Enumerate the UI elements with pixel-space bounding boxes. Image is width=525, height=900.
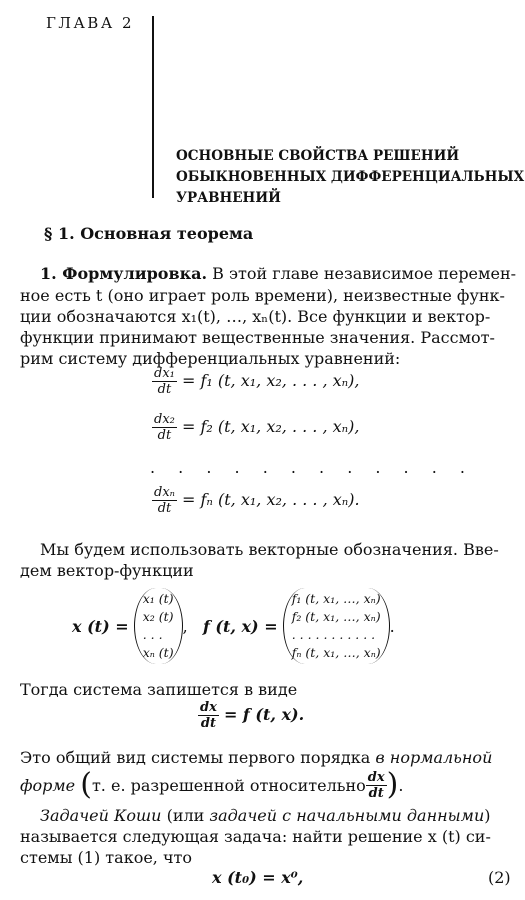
derivative-fraction xyxy=(198,700,219,731)
vector-entry: x₁ (t) xyxy=(142,591,174,606)
paragraph-line xyxy=(40,264,516,283)
paragraph-line xyxy=(20,748,492,767)
paragraph-line xyxy=(20,768,403,802)
cauchy-condition xyxy=(212,868,303,887)
fraction-numerator: dx xyxy=(367,769,385,785)
chapter-title-line: ОБЫКНОВЕННЫХ ДИФФЕРЕНЦИАЛЬНЫХ xyxy=(176,169,525,185)
equation-rhs: = f (t, x). xyxy=(223,705,305,724)
fraction-denominator: dt xyxy=(157,428,172,443)
equation-body: x (t₀) = x⁰, xyxy=(212,868,304,887)
derivative-fraction xyxy=(366,770,387,801)
fraction-denominator: dt xyxy=(368,785,384,801)
vector-f-lhs: f (t, x) = xyxy=(202,616,278,636)
equation-n xyxy=(152,485,360,516)
equation-2 xyxy=(152,412,359,443)
equation-number: (2) xyxy=(488,868,511,887)
emphasis-text: в нормальной xyxy=(375,748,493,767)
derivative-fraction xyxy=(152,485,177,516)
paragraph-line: Мы будем использовать векторные обозначения. Вве- xyxy=(40,540,499,559)
vector-definition xyxy=(72,584,395,668)
vector-entry: fₙ (t, x₁, …, xₙ) xyxy=(291,645,381,660)
fraction-numerator: dxₙ xyxy=(154,485,175,500)
vector-entry: x₂ (t) xyxy=(142,609,174,624)
paragraph-text: (или xyxy=(161,806,210,825)
emphasis-text: форме xyxy=(20,775,76,795)
period: . xyxy=(398,775,404,795)
paragraph-line: ции обозначаются x₁(t), …, xₙ(t). Все функции и вектор- xyxy=(20,307,491,326)
vector-f-column xyxy=(283,588,390,664)
paragraph-line: дем вектор-функции xyxy=(20,561,194,580)
fraction-numerator: dx₁ xyxy=(154,366,175,381)
vector-x-column xyxy=(134,588,183,664)
paragraph-line: функции принимают вещественные значения. Рассмот- xyxy=(20,328,495,347)
fraction-denominator: dt xyxy=(157,501,172,516)
paragraph-text: ) xyxy=(484,806,491,825)
vector-entry: xₙ (t) xyxy=(142,645,174,660)
chapter-label: ГЛАВА 2 xyxy=(46,14,135,32)
derivative-fraction xyxy=(152,412,177,443)
section-heading: § 1. Основная теорема xyxy=(44,224,254,243)
paragraph-line xyxy=(40,806,491,825)
paragraph-line: Тогда система запишется в виде xyxy=(20,680,298,699)
paragraph-text: т. е. разрешенной относительно xyxy=(91,775,366,795)
ellipsis-row: . . . . . . . . . . . . xyxy=(150,458,474,477)
subsection-heading: 1. Формулировка. xyxy=(40,264,208,283)
vector-x-lhs: x (t) = xyxy=(72,616,129,636)
paragraph-text: В этой главе независимое перемен- xyxy=(207,264,517,283)
vector-equation xyxy=(198,700,304,731)
equation-1 xyxy=(152,366,359,397)
open-paren: ( xyxy=(80,767,92,802)
equation-rhs: = f₂ (t, x₁, x₂, . . . , xₙ), xyxy=(181,417,360,436)
fraction-denominator: dt xyxy=(157,382,172,397)
vector-entry: f₂ (t, x₁, …, xₙ) xyxy=(291,609,381,624)
chapter-title-line: ОСНОВНЫЕ СВОЙСТВА РЕШЕНИЙ xyxy=(176,148,460,164)
emphasis-text: Задачей Коши xyxy=(40,806,162,825)
equation-rhs: = f₁ (t, x₁, x₂, . . . , xₙ), xyxy=(181,371,360,390)
equation-rhs: = fₙ (t, x₁, x₂, . . . , xₙ). xyxy=(182,490,360,509)
vector-entry: . . . xyxy=(142,627,163,642)
fraction-numerator: dx xyxy=(200,700,217,715)
chapter-title xyxy=(176,146,525,209)
period: . xyxy=(389,616,395,636)
paragraph-line: рим систему дифференциальных уравнений: xyxy=(20,349,401,368)
comma-separator: , xyxy=(182,616,188,636)
paragraph-line: стемы (1) такое, что xyxy=(20,848,193,867)
vector-entry: f₁ (t, x₁, …, xₙ) xyxy=(291,591,381,606)
vector-entry: . . . . . . . . . . . xyxy=(291,627,376,642)
emphasis-text: задачей с начальными данными xyxy=(209,806,485,825)
fraction-numerator: dx₂ xyxy=(154,412,175,427)
paragraph-line: ное есть t (оно играет роль времени), неизвестные функ- xyxy=(20,286,505,305)
close-paren: ) xyxy=(386,767,399,802)
chapter-title-line: УРАВНЕНИЙ xyxy=(176,190,281,206)
derivative-fraction xyxy=(152,366,177,397)
paragraph-line: называется следующая задача: найти решение x (t) си- xyxy=(20,827,491,846)
paragraph-text: Это общий вид системы первого порядка xyxy=(20,748,376,767)
vertical-rule xyxy=(152,16,154,198)
fraction-denominator: dt xyxy=(200,716,216,731)
